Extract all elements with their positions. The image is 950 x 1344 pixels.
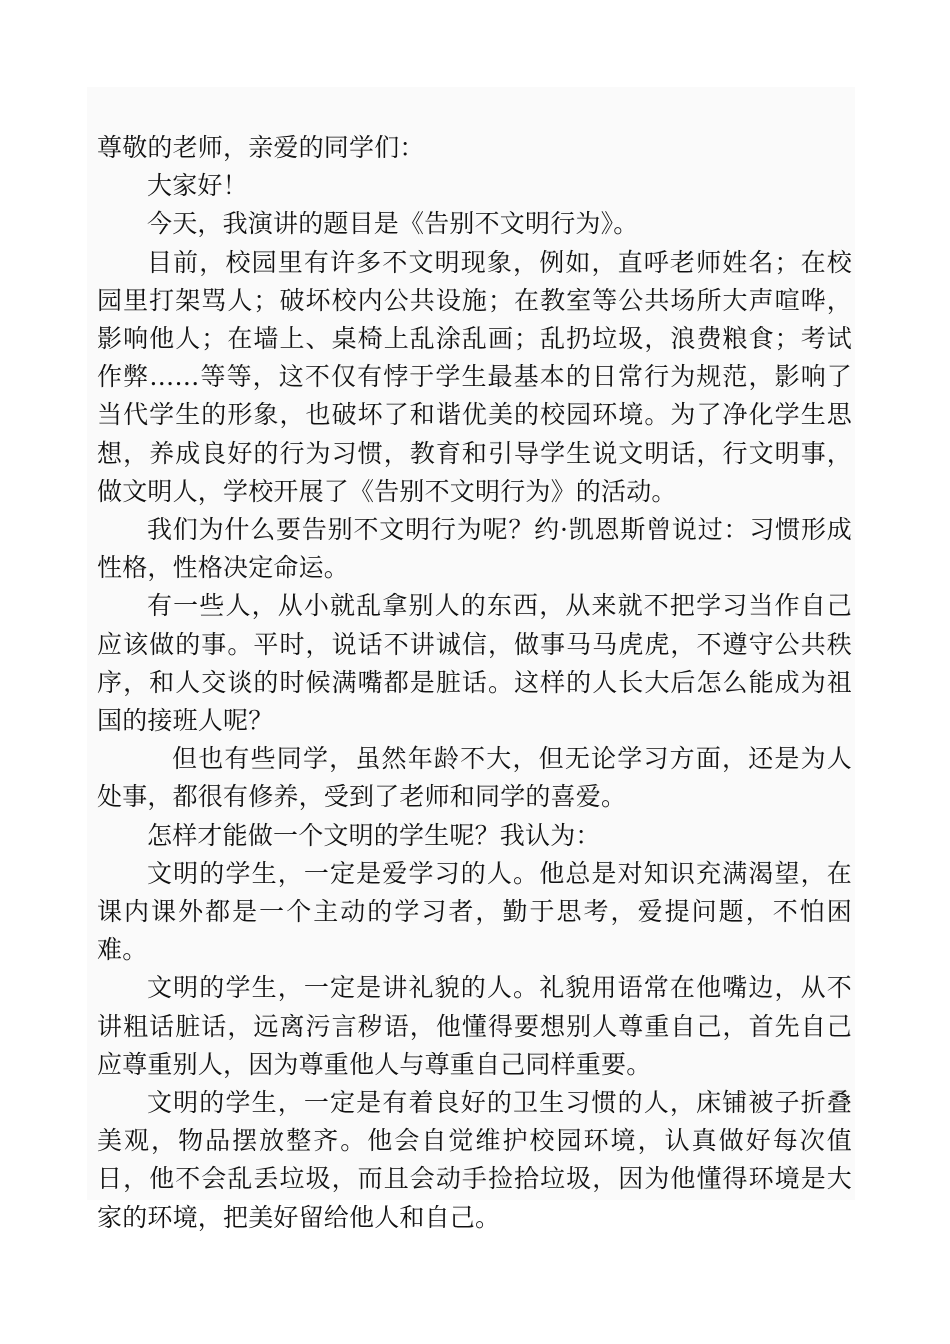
paragraph-hygiene: 文明的学生，一定是有着良好的卫生习惯的人，床铺被子折叠美观，物品摆放整齐。他会自觉维护校园环境，认真做好每次值日，他不会乱丢垃圾，而且会动手捡拾垃圾，因为他懂得环境是大家的环境，把美好留给他人和自己。 [97, 1088, 852, 1232]
paragraph-current-situation: 目前，校园里有许多不文明现象，例如，直呼老师姓名；在校园里打架骂人；破坏校内公共设施；在教室等公共场所大声喧哗，影响他人；在墙上、桌椅上乱涂乱画；乱扔垃圾，浪费粮食；考试作弊……等等，这不仅有悖于学生最基本的日常行为规范，影响了当代学生的形象，也破坏了和谐优美的校园环境。为了净化学生思想，养成良好的行为习惯，教育和引导学生说文明话，行文明事，做文明人，学校开展了《告别不文明行为》的活动。 [97, 247, 852, 506]
document-page [87, 87, 855, 1232]
greeting: 大家好！ [147, 171, 248, 201]
speech-text [97, 129, 852, 1237]
paragraph-bad-example: 有一些人，从小就乱拿别人的东西，从来就不把学习当作自己应该做的事。平时，说话不讲诚信，做事马马虎虎，不遵守公共秩序，和人交谈的时候满嘴都是脏话。这样的人长大后怎么能成为祖国的接班人呢？ [97, 591, 852, 736]
paragraph-how: 怎样才能做一个文明的学生呢？我认为： [147, 820, 601, 850]
paragraph-love-learning: 文明的学生，一定是爱学习的人。他总是对知识充满渴望，在课内课外都是一个主动的学习者，勤于思考，爱提问题，不怕困难。 [97, 858, 852, 965]
paragraph-why: 我们为什么要告别不文明行为呢？约·凯恩斯曾说过：习惯形成性格，性格决定命运。 [97, 515, 852, 583]
salutation: 尊敬的老师，亲爱的同学们： [97, 133, 425, 162]
paragraph-politeness: 文明的学生，一定是讲礼貌的人。礼貌用语常在他嘴边，从不讲粗话脏话，远离污言秽语，他懂得要想别人尊重自己，首先自己应尊重别人，因为尊重他人与尊重自己同样重要。 [97, 973, 852, 1079]
paragraph-good-example: 但也有些同学，虽然年龄不大，但无论学习方面，还是为人处事，都很有修养，受到了老师和同学的喜爱。 [97, 744, 852, 812]
speech-topic: 今天，我演讲的题目是《告别不文明行为》。 [147, 209, 639, 239]
